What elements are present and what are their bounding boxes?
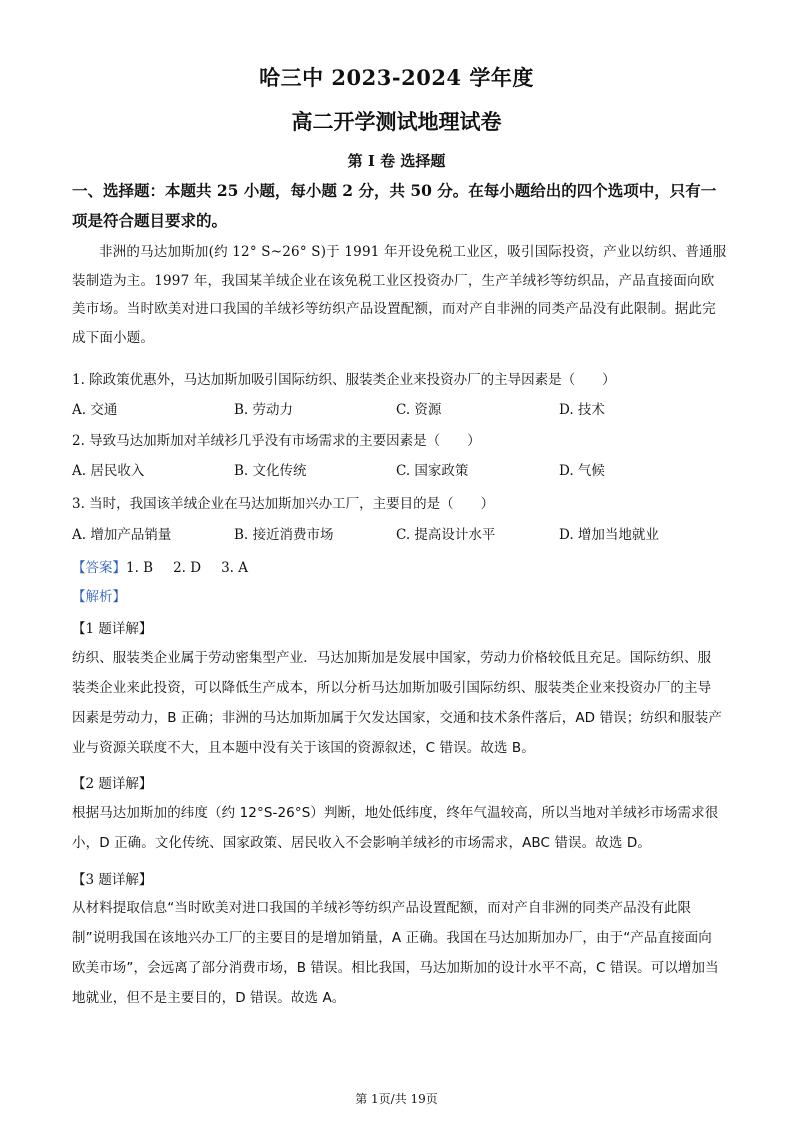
question-2-stem: 2. 导致马达加斯加对羊绒衫几乎没有市场需求的主要因素是（ ） (72, 433, 481, 449)
question-1-stem: 1. 除政策优惠外，马达加斯加吸引国际纺织、服装类企业来投资办厂的主导因素是（ ） (72, 372, 616, 388)
detail-3-heading: 【3 题详解】 (72, 872, 153, 888)
option-a: A. 居民收入 (72, 463, 145, 479)
detail-1-text: 纺织、服装类企业属于劳动密集型产业．马达加斯加是发展中国家，劳动力价格较低且充足。国际纺织、服装类企业来此投资，可以降低生产成本，所以分析马达加斯加吸引国际纺织、服装类企业来投资办厂的主导因素是劳动力，B 正确；非洲的马达加斯加属于欠发达国家，交通和技术条件落后，AD 错误；纺织和服装产业与资源关联度不大，且本题中没有关于该国的资源叙述，C 错误。故选 B。 (72, 650, 722, 756)
question-1-options (72, 398, 732, 418)
option-b: B. 劳动力 (234, 402, 294, 418)
analysis-label: 【解析】 (72, 589, 126, 605)
detail-1-heading: 【1 题详解】 (72, 621, 153, 637)
option-c: C. 资源 (396, 402, 442, 418)
reading-passage: 非洲的马达加斯加(约 12° S~26° S)于 1991 年开设免税工业区，吸引国际投资，产业以纺织、普通服装制造为主。1997 年，我国某羊绒企业在该免税工业区投资办厂，生产羊绒衫等纺织品，产品直接面向欧美市场。当时欧美对进口我国的羊绒衫等纺织产品设置配额，而对产自非洲的同类产品没有此限制。据此完成下面小题。 (72, 244, 727, 346)
detail-3-text: 从材料提取信息“当时欧美对进口我国的羊绒衫等纺织产品设置配额，而对产自非洲的同类产品没有此限制”说明我国在该地兴办工厂的主要目的是增加销量，A 正确。我国在马达加斯加办厂，由于“产品直接面向欧美市场”，会远离了部分消费市场，B 错误。相比我国，马达加斯加的设计水平不高，C 错误。可以增加当地就业，但不是主要目的，D 错误。故选 A。 (72, 900, 719, 1006)
question-2-options (72, 459, 732, 479)
option-a: A. 交通 (72, 402, 118, 418)
detail-2-text: 根据马达加斯加的纬度（约 12°S-26°S）判断，地处低纬度，终年气温较高，所以当地对羊绒衫市场需求很小，D 正确。文化传统、国家政策、居民收入不会影响羊绒衫的市场需求，ABC 错误。故选 D。 (72, 805, 719, 851)
option-a: A. 增加产品销量 (72, 527, 172, 543)
answer-3: 3. A (221, 560, 249, 576)
question-3-stem: 3. 当时，我国该羊绒企业在马达加斯加兴办工厂，主要目的是（ ） (72, 496, 495, 512)
exam-title: 哈三中 2023-2024 学年度 (259, 65, 534, 90)
question-3-options (72, 523, 732, 543)
answer-label: 【答案】 (72, 560, 126, 576)
page-footer: 第 1页/共 19页 (355, 1092, 438, 1106)
option-b: B. 文化传统 (234, 463, 307, 479)
answer-line (72, 556, 268, 576)
option-c: C. 提高设计水平 (396, 527, 496, 543)
option-b: B. 接近消费市场 (234, 527, 334, 543)
answer-2: 2. D (173, 560, 202, 576)
option-d: D. 技术 (559, 402, 605, 418)
option-d: D. 增加当地就业 (559, 527, 659, 543)
answer-1: 1. B (126, 560, 154, 576)
instruction-text: 一、选择题：本题共 25 小题，每小题 2 分，共 50 分。在每小题给出的四个选项中，只有一项是符合题目要求的。 (72, 181, 717, 230)
detail-2-heading: 【2 题详解】 (72, 776, 153, 792)
option-d: D. 气候 (559, 463, 605, 479)
option-c: C. 国家政策 (396, 463, 469, 479)
section-heading: 第 I 卷 选择题 (347, 152, 446, 170)
exam-subtitle: 高二开学测试地理试卷 (291, 109, 502, 134)
